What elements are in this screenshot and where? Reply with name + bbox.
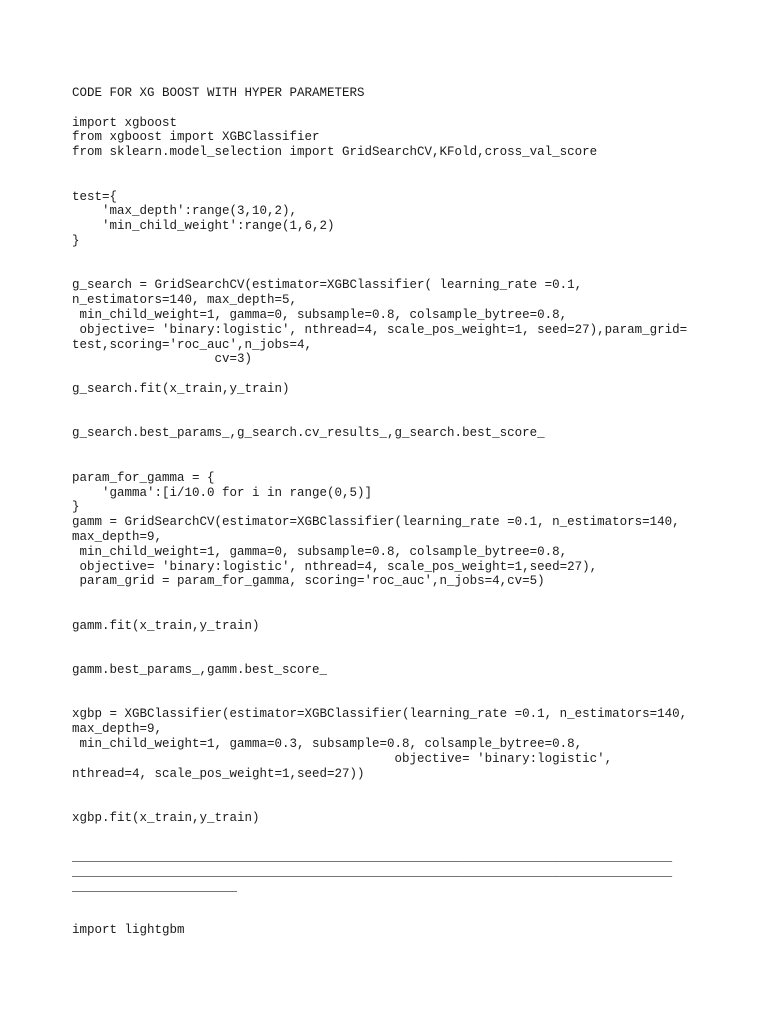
code-line bbox=[72, 412, 712, 427]
separator-rule bbox=[72, 850, 672, 894]
code-line bbox=[72, 648, 712, 663]
code-line bbox=[72, 781, 712, 796]
code-line: param_grid = param_for_gamma, scoring='roc_auc',n_jobs=4,cv=5) bbox=[72, 574, 545, 589]
code-line bbox=[72, 796, 712, 811]
code-line bbox=[72, 249, 712, 264]
code-line: g_search.best_params_,g_search.cv_results_,g_search.best_score_ bbox=[72, 426, 545, 441]
code-line bbox=[72, 397, 712, 412]
code-line: param_for_gamma = { bbox=[72, 470, 215, 485]
code-line: max_depth=9, bbox=[72, 529, 163, 544]
code-listing bbox=[72, 86, 712, 826]
code-line bbox=[72, 264, 712, 279]
code-line: test={ bbox=[72, 189, 118, 204]
code-line: } bbox=[72, 233, 80, 248]
code-line bbox=[72, 604, 712, 619]
code-line: xgbp.fit(x_train,y_train) bbox=[72, 811, 260, 826]
code-line: objective= 'binary:logistic', nthread=4, scale_pos_weight=1,seed=27), bbox=[72, 559, 598, 574]
import-lightgbm-line: import lightgbm bbox=[72, 923, 185, 937]
code-line bbox=[72, 633, 712, 648]
code-line bbox=[72, 693, 712, 708]
code-line: import xgboost bbox=[72, 115, 178, 130]
code-line bbox=[72, 101, 712, 116]
code-line: from xgboost import XGBClassifier bbox=[72, 130, 320, 145]
code-line: gamm.fit(x_train,y_train) bbox=[72, 618, 260, 633]
rule-line: ______________________ bbox=[72, 879, 238, 894]
rule-line: ________________________________________________________________________________ bbox=[72, 850, 673, 864]
code-line: g_search = GridSearchCV(estimator=XGBClassifier( learning_rate =0.1, bbox=[72, 278, 583, 293]
code-line: 'gamma':[i/10.0 for i in range(0,5)] bbox=[72, 485, 373, 500]
code-line: CODE FOR XG BOOST WITH HYPER PARAMETERS bbox=[72, 86, 365, 100]
code-line: 'max_depth':range(3,10,2), bbox=[72, 204, 298, 219]
code-line: min_child_weight=1, gamma=0.3, subsample=0.8, colsample_bytree=0.8, bbox=[72, 737, 583, 752]
code-line bbox=[72, 160, 712, 175]
code-line bbox=[72, 367, 712, 382]
code-line: gamm = GridSearchCV(estimator=XGBClassifier(learning_rate =0.1, n_estimators=140, bbox=[72, 515, 680, 530]
code-line: gamm.best_params_,gamm.best_score_ bbox=[72, 663, 328, 678]
code-line: objective= 'binary:logistic', bbox=[72, 751, 613, 766]
code-line bbox=[72, 456, 712, 471]
code-line: 'min_child_weight':range(1,6,2) bbox=[72, 219, 335, 234]
code-line: nthread=4, scale_pos_weight=1,seed=27)) bbox=[72, 766, 365, 781]
code-line bbox=[72, 589, 712, 604]
code-line: from sklearn.model_selection import GridSearchCV,KFold,cross_val_score bbox=[72, 145, 598, 160]
code-line: min_child_weight=1, gamma=0, subsample=0.8, colsample_bytree=0.8, bbox=[72, 544, 568, 559]
code-line: } bbox=[72, 500, 80, 515]
rule-line: ________________________________________________________________________________ bbox=[72, 864, 673, 879]
code-line: n_estimators=140, max_depth=5, bbox=[72, 293, 298, 308]
code-line bbox=[72, 678, 712, 693]
code-line: max_depth=9, bbox=[72, 722, 163, 737]
code-line: cv=3) bbox=[72, 352, 253, 367]
code-line: xgbp = XGBClassifier(estimator=XGBClassifier(learning_rate =0.1, n_estimators=140, bbox=[72, 707, 688, 722]
code-line: min_child_weight=1, gamma=0, subsample=0.8, colsample_bytree=0.8, bbox=[72, 307, 568, 322]
code-line bbox=[72, 441, 712, 456]
code-line: objective= 'binary:logistic', nthread=4, scale_pos_weight=1, seed=27),param_grid= bbox=[72, 322, 688, 337]
code-line: test,scoring='roc_auc',n_jobs=4, bbox=[72, 337, 313, 352]
code-line bbox=[72, 175, 712, 190]
code-line: g_search.fit(x_train,y_train) bbox=[72, 381, 290, 396]
